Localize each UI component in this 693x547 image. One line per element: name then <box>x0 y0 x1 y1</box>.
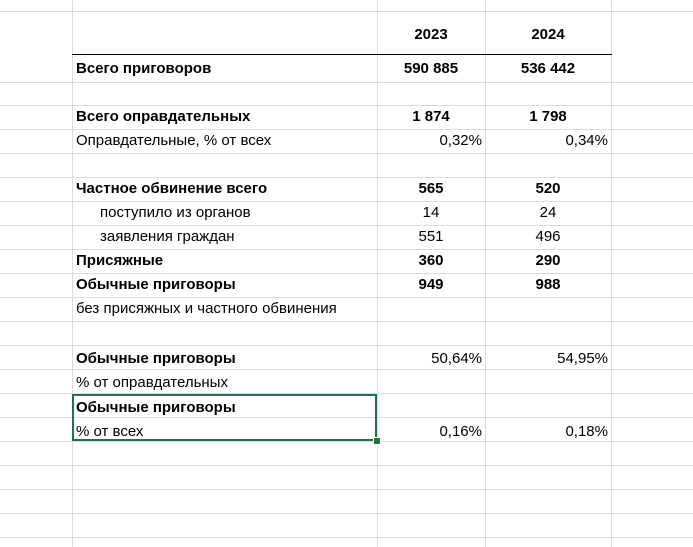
value-ordinary-pct-all-2023[interactable]: 0,16% <box>439 423 482 440</box>
cell-selection-border <box>72 394 377 441</box>
value-from-agencies-2024[interactable]: 24 <box>539 204 557 221</box>
table-row <box>0 371 693 395</box>
table-row <box>0 347 693 371</box>
label-ordinary[interactable]: Обычные приговоры <box>76 276 236 293</box>
value-jury-2024[interactable]: 290 <box>535 252 561 269</box>
table-row <box>0 105 693 129</box>
table-row <box>0 273 693 297</box>
sublabel-ordinary[interactable]: без присяжных и частного обвинения <box>76 300 337 317</box>
value-acquittals-2024[interactable]: 1 798 <box>529 108 567 125</box>
value-private-total-2024[interactable]: 520 <box>535 180 561 197</box>
table-row <box>0 225 693 249</box>
value-citizen-claims-2024[interactable]: 496 <box>535 228 561 245</box>
label-ordinary-pct-acq[interactable]: Обычные приговоры <box>76 350 236 367</box>
row-divider <box>0 345 693 346</box>
value-ordinary-2024[interactable]: 988 <box>535 276 561 293</box>
label-ordinary-pct-all[interactable]: Обычные приговоры <box>76 399 236 416</box>
row-divider <box>0 11 693 12</box>
sublabel-ordinary-pct-all[interactable]: % от всех <box>76 423 144 440</box>
value-acquittals-2023[interactable]: 1 874 <box>412 108 450 125</box>
value-citizen-claims-2023[interactable]: 551 <box>418 228 444 245</box>
label-total[interactable]: Всего приговоров <box>76 60 212 77</box>
label-jury[interactable]: Присяжные <box>76 252 164 269</box>
header-bottom-border <box>72 54 612 55</box>
row-divider <box>0 153 693 154</box>
value-acquittals-pct-2024[interactable]: 0,34% <box>565 132 608 149</box>
table-row <box>0 177 693 201</box>
value-ordinary-2023[interactable]: 949 <box>418 276 444 293</box>
label-acquittals[interactable]: Всего оправдательных <box>76 108 251 125</box>
label-from-agencies[interactable]: поступило из органов <box>100 204 251 221</box>
row-divider <box>0 513 693 514</box>
row-divider <box>0 537 693 538</box>
value-ordinary-pct-acq-2023[interactable]: 50,64% <box>431 350 482 367</box>
value-acquittals-pct-2023[interactable]: 0,32% <box>439 132 482 149</box>
label-citizen-claims[interactable]: заявления граждан <box>100 228 235 245</box>
value-total-2023[interactable]: 590 885 <box>403 60 459 77</box>
value-private-total-2023[interactable]: 565 <box>418 180 444 197</box>
table-row <box>0 297 693 321</box>
row-divider <box>0 82 693 83</box>
value-from-agencies-2023[interactable]: 14 <box>422 204 440 221</box>
sublabel-ordinary-pct-acq[interactable]: % от оправдательных <box>76 374 228 391</box>
value-total-2024[interactable]: 536 442 <box>520 60 576 77</box>
table-row <box>0 129 693 153</box>
value-jury-2023[interactable]: 360 <box>418 252 444 269</box>
label-private-total[interactable]: Частное обвинение всего <box>76 180 268 197</box>
row-divider <box>0 321 693 322</box>
table-row <box>0 57 693 81</box>
label-acquittals-pct[interactable]: Оправдательные, % от всех <box>76 132 272 149</box>
header-2023[interactable]: 2023 <box>414 26 448 43</box>
row-divider <box>0 465 693 466</box>
fill-handle[interactable] <box>373 437 381 445</box>
value-ordinary-pct-acq-2024[interactable]: 54,95% <box>557 350 608 367</box>
value-ordinary-pct-all-2024[interactable]: 0,18% <box>565 423 608 440</box>
header-row <box>0 23 693 47</box>
table-row <box>0 201 693 225</box>
table-row <box>0 249 693 273</box>
header-2024[interactable]: 2024 <box>531 26 565 43</box>
row-divider <box>0 489 693 490</box>
